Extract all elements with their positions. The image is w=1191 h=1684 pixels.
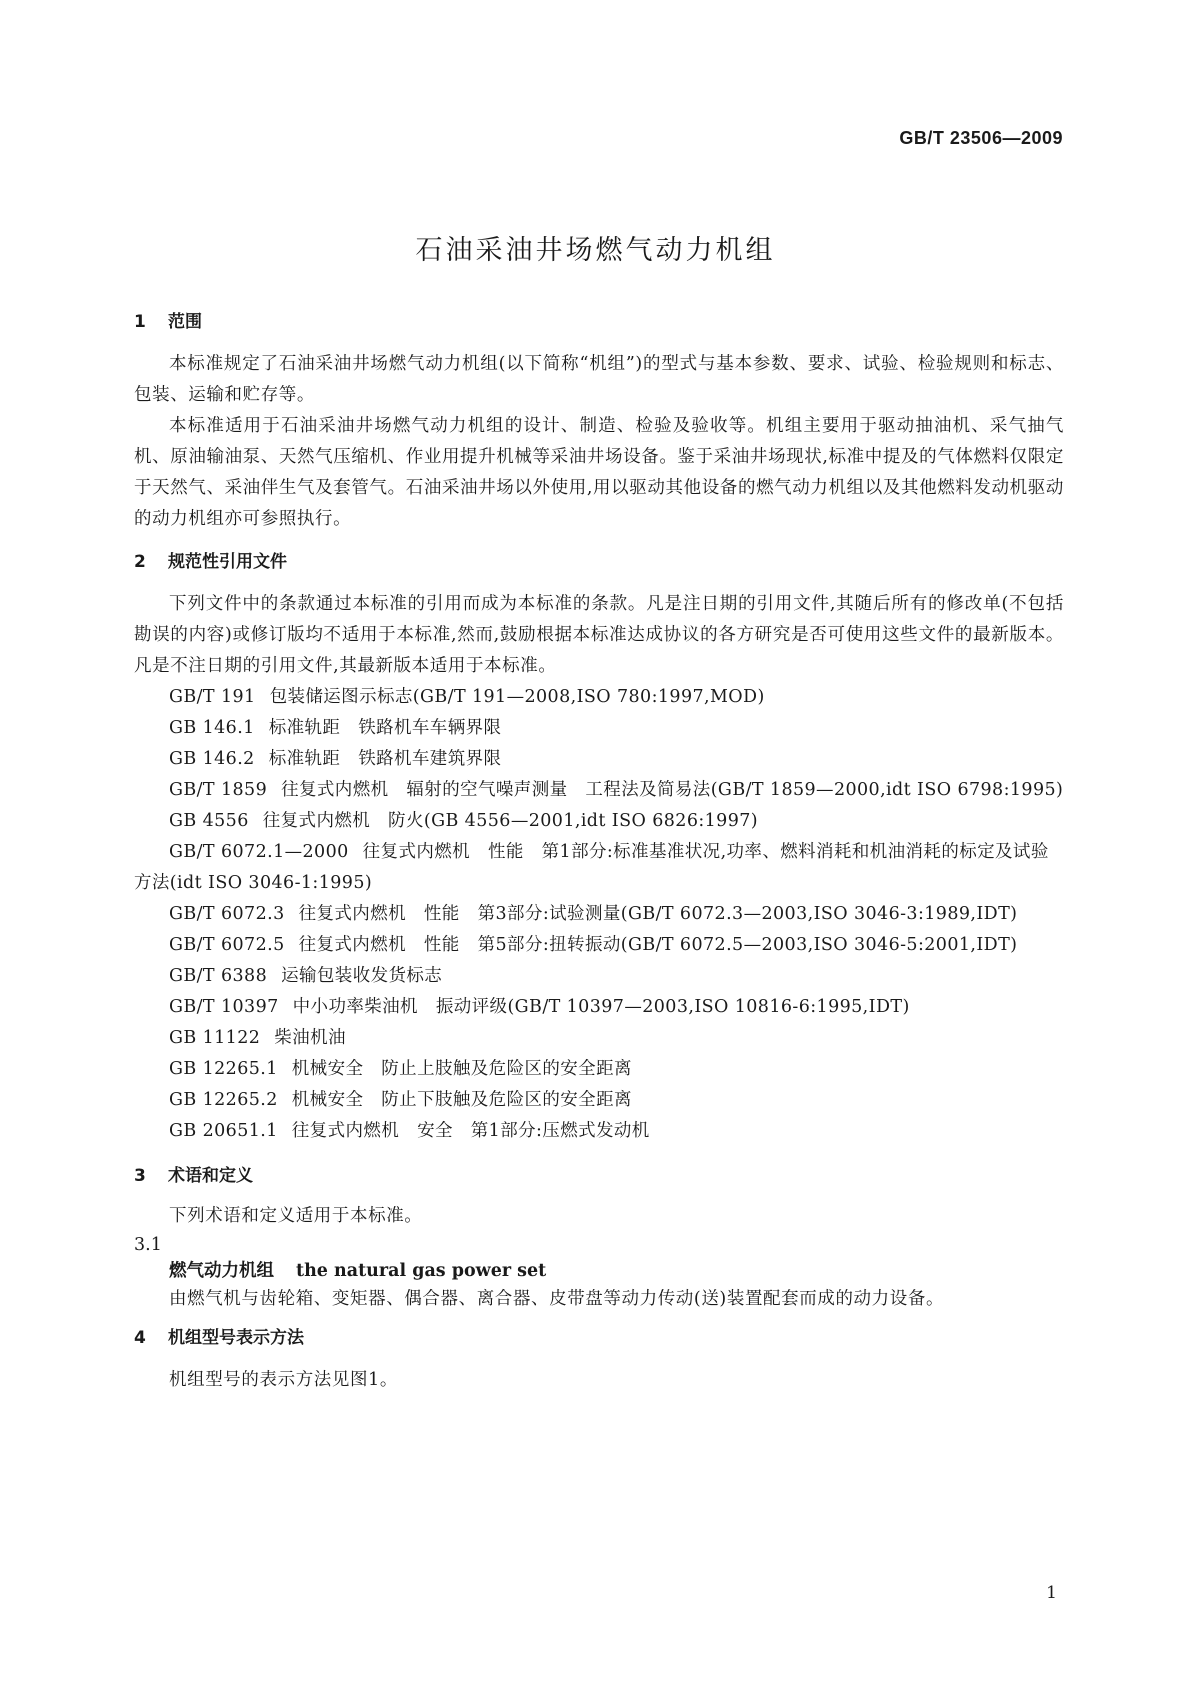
term-number: 3.1 <box>134 1235 162 1255</box>
reference-item: GB 11122 柴油机油 <box>169 1028 346 1048</box>
reference-item: GB 12265.1 机械安全 防止上肢触及危险区的安全距离 <box>169 1059 632 1079</box>
reference-item: GB/T 6072.5 往复式内燃机 性能 第5部分:扭转振动(GB/T 6072.5—2003,ISO 3046-5:2001,IDT) <box>169 935 1018 955</box>
standard-number: GB/T 23506—2009 <box>899 128 1063 148</box>
reference-item: GB/T 6072.3 往复式内燃机 性能 第3部分:试验测量(GB/T 6072.3—2003,ISO 3046-3:1989,IDT) <box>169 904 1018 924</box>
references-intro: 下列文件中的条款通过本标准的引用而成为本标准的条款。凡是注日期的引用文件,其随后所有的修改单(不包括勘误的内容)或修订版均不适用于本标准,然而,鼓励根据本标准达成协议的各方研究是否可使用这些文件的最新版本。凡是不注日期的引用文件,其最新版本适用于本标准。 <box>134 594 1064 676</box>
section-title: 机组型号表示方法 <box>168 1328 304 1348</box>
section-heading-normative-references <box>134 551 1064 573</box>
reference-item: GB/T 6072.1—2000 往复式内燃机 性能 第1部分:标准基准状况,功率、燃料消耗和机油消耗的标定及试验方法(idt ISO 3046-1:1995) <box>134 842 1049 893</box>
section-number: 2 <box>134 552 146 572</box>
scope-paragraph: 本标准规定了石油采油井场燃气动力机组(以下简称“机组”)的型式与基本参数、要求、试验、检验规则和标志、包装、运输和贮存等。 <box>134 354 1064 405</box>
section-number: 4 <box>134 1328 146 1348</box>
document-title: 石油采油井场燃气动力机组 <box>415 235 776 266</box>
reference-item: GB 20651.1 往复式内燃机 安全 第1部分:压燃式发动机 <box>169 1121 650 1141</box>
section-title: 范围 <box>168 312 202 332</box>
reference-item: GB 4556 往复式内燃机 防火(GB 4556—2001,idt ISO 6826:1997) <box>169 811 759 831</box>
section-heading-terms <box>134 1165 1064 1187</box>
reference-item: GB 146.1 标准轨距 铁路机车车辆界限 <box>169 718 502 738</box>
term-definition: 由燃气机与齿轮箱、变矩器、偶合器、离合器、皮带盘等动力传动(送)装置配套而成的动力设备。 <box>169 1289 945 1309</box>
term-entry <box>134 1258 1064 1284</box>
scope-paragraph: 本标准适用于石油采油井场燃气动力机组的设计、制造、检验及验收等。机组主要用于驱动抽油机、采气抽气机、原油输油泵、天然气压缩机、作业用提升机械等采油井场设备。鉴于采油井场现状,标准中提及的气体燃料仅限定于天然气、采油伴生气及套管气。石油采油井场以外使用,用以驱动其他设备的燃气动力机组以及其他燃料发动机驱动的动力机组亦可参照执行。 <box>134 416 1064 529</box>
term-en: the natural gas power set <box>296 1261 547 1281</box>
section-title: 规范性引用文件 <box>168 552 287 572</box>
reference-item: GB/T 6388 运输包装收发货标志 <box>169 966 443 986</box>
section-number: 1 <box>134 312 146 332</box>
document-body <box>134 311 1064 1396</box>
reference-item: GB/T 191 包装储运图示标志(GB/T 191—2008,ISO 780:1997,MOD) <box>169 687 765 707</box>
reference-item: GB 12265.2 机械安全 防止下肢触及危险区的安全距离 <box>169 1090 632 1110</box>
reference-item: GB/T 10397 中小功率柴油机 振动评级(GB/T 10397—2003,ISO 10816-6:1995,IDT) <box>169 997 910 1017</box>
section-heading-model-designation <box>134 1327 1064 1349</box>
section-heading-scope <box>134 311 1064 333</box>
reference-item: GB/T 1859 往复式内燃机 辐射的空气噪声测量 工程法及简易法(GB/T 1859—2000,idt ISO 6798:1995) <box>169 780 1064 800</box>
terms-intro: 下列术语和定义适用于本标准。 <box>169 1206 423 1226</box>
term-zh: 燃气动力机组 <box>169 1261 274 1281</box>
page-number: 1 <box>1046 1583 1057 1603</box>
section-title: 术语和定义 <box>168 1166 253 1186</box>
reference-item: GB 146.2 标准轨距 铁路机车建筑界限 <box>169 749 502 769</box>
section-number: 3 <box>134 1166 146 1186</box>
model-designation-text: 机组型号的表示方法见图1。 <box>169 1370 398 1390</box>
